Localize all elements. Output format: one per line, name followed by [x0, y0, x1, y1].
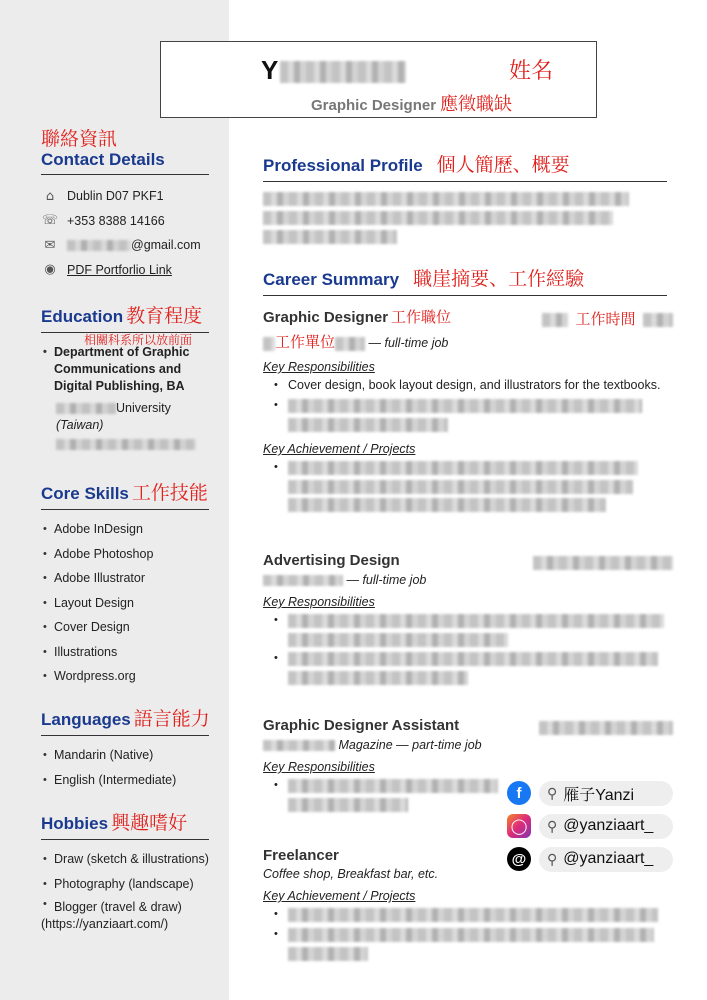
job-date-redacted [533, 554, 673, 572]
languages-annotation: 語言能力 [133, 708, 210, 730]
career-title: Career Summary [263, 270, 400, 289]
candidate-name [261, 55, 406, 86]
name-initial: Y [261, 55, 279, 85]
achievement-list [263, 459, 673, 512]
key-achievement-label: Key Achievement / Projects [263, 889, 416, 903]
job-type: Coffee shop, Breakfast bar, etc. [263, 867, 439, 881]
job-company-row [263, 573, 673, 587]
list-item: • Cover design, book layout design, and illustrators for the textbooks. [263, 377, 673, 394]
home-icon: ⌂ [45, 188, 55, 204]
sidebar [0, 0, 229, 1000]
job-type: — full-time job [346, 573, 427, 587]
list-item [41, 896, 209, 933]
email-redacted [67, 240, 131, 251]
school-redacted [56, 403, 116, 414]
search-icon: ⚲ [547, 850, 558, 867]
list-item-redacted [263, 459, 673, 512]
key-responsibilities-label: Key Responsibilities [263, 760, 375, 774]
profile-text-redacted [263, 192, 667, 244]
applied-position-title: Graphic Designer [311, 97, 437, 114]
responsibilities-list [263, 612, 673, 685]
job-company-annotation: 工作單位 [275, 333, 336, 351]
job-title: Graphic Designer [263, 309, 389, 326]
job-type: — full-time job [368, 336, 449, 350]
email-row[interactable] [41, 233, 209, 258]
list-item: • Photography (landscape) [41, 872, 209, 897]
education-sub-annotation: 相關科系所以放前面 [84, 333, 193, 347]
list-item-redacted [263, 397, 673, 432]
instagram-icon: ◯ [507, 814, 531, 838]
address-row [41, 184, 209, 209]
job-company-row [263, 331, 673, 352]
responsibilities-list [263, 377, 673, 432]
hobbies-title: Hobbies [41, 814, 109, 833]
languages-list [41, 743, 209, 792]
threads-handle[interactable] [507, 846, 673, 872]
school-country: (Taiwan) [56, 418, 104, 432]
list-item: • Wordpress.org [41, 664, 209, 689]
profile-section [263, 150, 667, 244]
job-date-redacted [539, 719, 673, 737]
instagram-handle[interactable] [507, 813, 673, 839]
link-icon: ◉ [44, 262, 56, 278]
education-body [41, 344, 211, 451]
applied-position-annotation: 應徵職缺 [440, 94, 513, 115]
job-entry [263, 306, 673, 515]
address-text: Dublin D07 PKF1 [67, 189, 164, 204]
job-date-annotation: 工作時間 [575, 310, 636, 328]
job-title: Advertising Design [263, 552, 400, 569]
list-item: • Draw (sketch & illustrations) [41, 847, 209, 872]
languages-section [41, 704, 209, 792]
name-annotation: 姓名 [509, 59, 554, 84]
job-company-row [263, 738, 673, 752]
career-annotation: 職崖摘要、工作經驗 [413, 268, 585, 290]
list-item-redacted [263, 650, 673, 685]
list-item: • English (Intermediate) [41, 768, 209, 793]
instagram-search-pill[interactable] [539, 814, 673, 839]
search-icon: ⚲ [547, 784, 558, 801]
education-school [41, 400, 211, 451]
languages-heading [41, 704, 209, 736]
email-text: @gmail.com [131, 238, 201, 253]
profile-title: Professional Profile [263, 156, 423, 175]
threads-search-pill[interactable] [539, 847, 673, 872]
list-item-redacted [263, 906, 673, 923]
applied-position [311, 90, 512, 116]
list-item: • Cover Design [41, 615, 209, 640]
blog-url[interactable]: (https://yanziaart.com/) [41, 917, 169, 931]
profile-heading [263, 150, 667, 182]
key-responsibilities-label: Key Responsibilities [263, 360, 375, 374]
list-item-redacted [263, 926, 673, 961]
list-item: • Adobe InDesign [41, 517, 209, 542]
facebook-name: 雁子Yanzi [563, 786, 635, 804]
hobbies-section [41, 808, 209, 933]
skills-section [41, 478, 209, 689]
contact-annotation: 聯絡資訊 [41, 128, 118, 150]
phone-icon: ☏ [41, 213, 59, 229]
languages-title: Languages [41, 710, 131, 729]
phone-text: +353 8388 14166 [67, 213, 165, 228]
list-item: • Adobe Illustrator [41, 566, 209, 591]
skills-annotation: 工作技能 [131, 482, 208, 504]
list-item-redacted [263, 612, 673, 647]
facebook-handle[interactable] [507, 780, 673, 806]
list-item: • Illustrations [41, 640, 209, 665]
facebook-icon: f [507, 781, 531, 805]
job-title: Graphic Designer Assistant [263, 717, 460, 734]
name-redacted [280, 61, 406, 83]
education-dates-redacted [56, 439, 196, 450]
hobbies-heading [41, 808, 209, 840]
achievement-list [263, 906, 673, 961]
list-item: • Mandarin (Native) [41, 743, 209, 768]
threads-icon: @ [507, 847, 531, 871]
hobbies-annotation: 興趣嗜好 [111, 812, 188, 834]
key-achievement-label: Key Achievement / Projects [263, 442, 416, 456]
skills-title: Core Skills [41, 484, 129, 503]
contact-section [41, 150, 209, 282]
portfolio-link[interactable]: PDF Portforlio Link [67, 262, 172, 277]
threads-name: @yanziaart_ [563, 850, 654, 867]
job-type: Magazine — part-time job [338, 738, 482, 752]
contact-heading: Contact Details [41, 150, 209, 175]
career-heading [263, 264, 667, 296]
list-item: • Adobe Photoshop [41, 542, 209, 567]
skills-heading [41, 478, 209, 510]
education-heading [41, 301, 209, 333]
mail-icon: ✉ [44, 237, 56, 253]
job-entry [263, 552, 673, 688]
key-responsibilities-label: Key Responsibilities [263, 595, 375, 609]
list-item: • Layout Design [41, 591, 209, 616]
career-section [263, 264, 667, 296]
facebook-search-pill[interactable] [539, 781, 673, 806]
skills-list [41, 517, 209, 689]
job-date [542, 308, 673, 329]
profile-annotation: 個人簡歷、概要 [436, 154, 570, 176]
school-text: University [116, 401, 171, 415]
job-title-annotation: 工作職位 [391, 308, 452, 326]
name-header-box [160, 41, 597, 118]
education-department: • Department of Graphic Communications and Digital Publishing, BA [41, 344, 211, 395]
portfolio-row[interactable] [41, 258, 209, 283]
education-section [41, 301, 209, 333]
education-annotation: 教育程度 [126, 305, 203, 327]
hobbies-list [41, 847, 209, 933]
phone-row [41, 209, 209, 234]
education-title: Education [41, 307, 124, 326]
search-icon: ⚲ [547, 817, 558, 834]
job-title: Freelancer [263, 847, 339, 864]
hobby-blogger: Blogger (travel & draw) [54, 900, 182, 914]
instagram-name: @yanziaart_ [563, 817, 654, 834]
